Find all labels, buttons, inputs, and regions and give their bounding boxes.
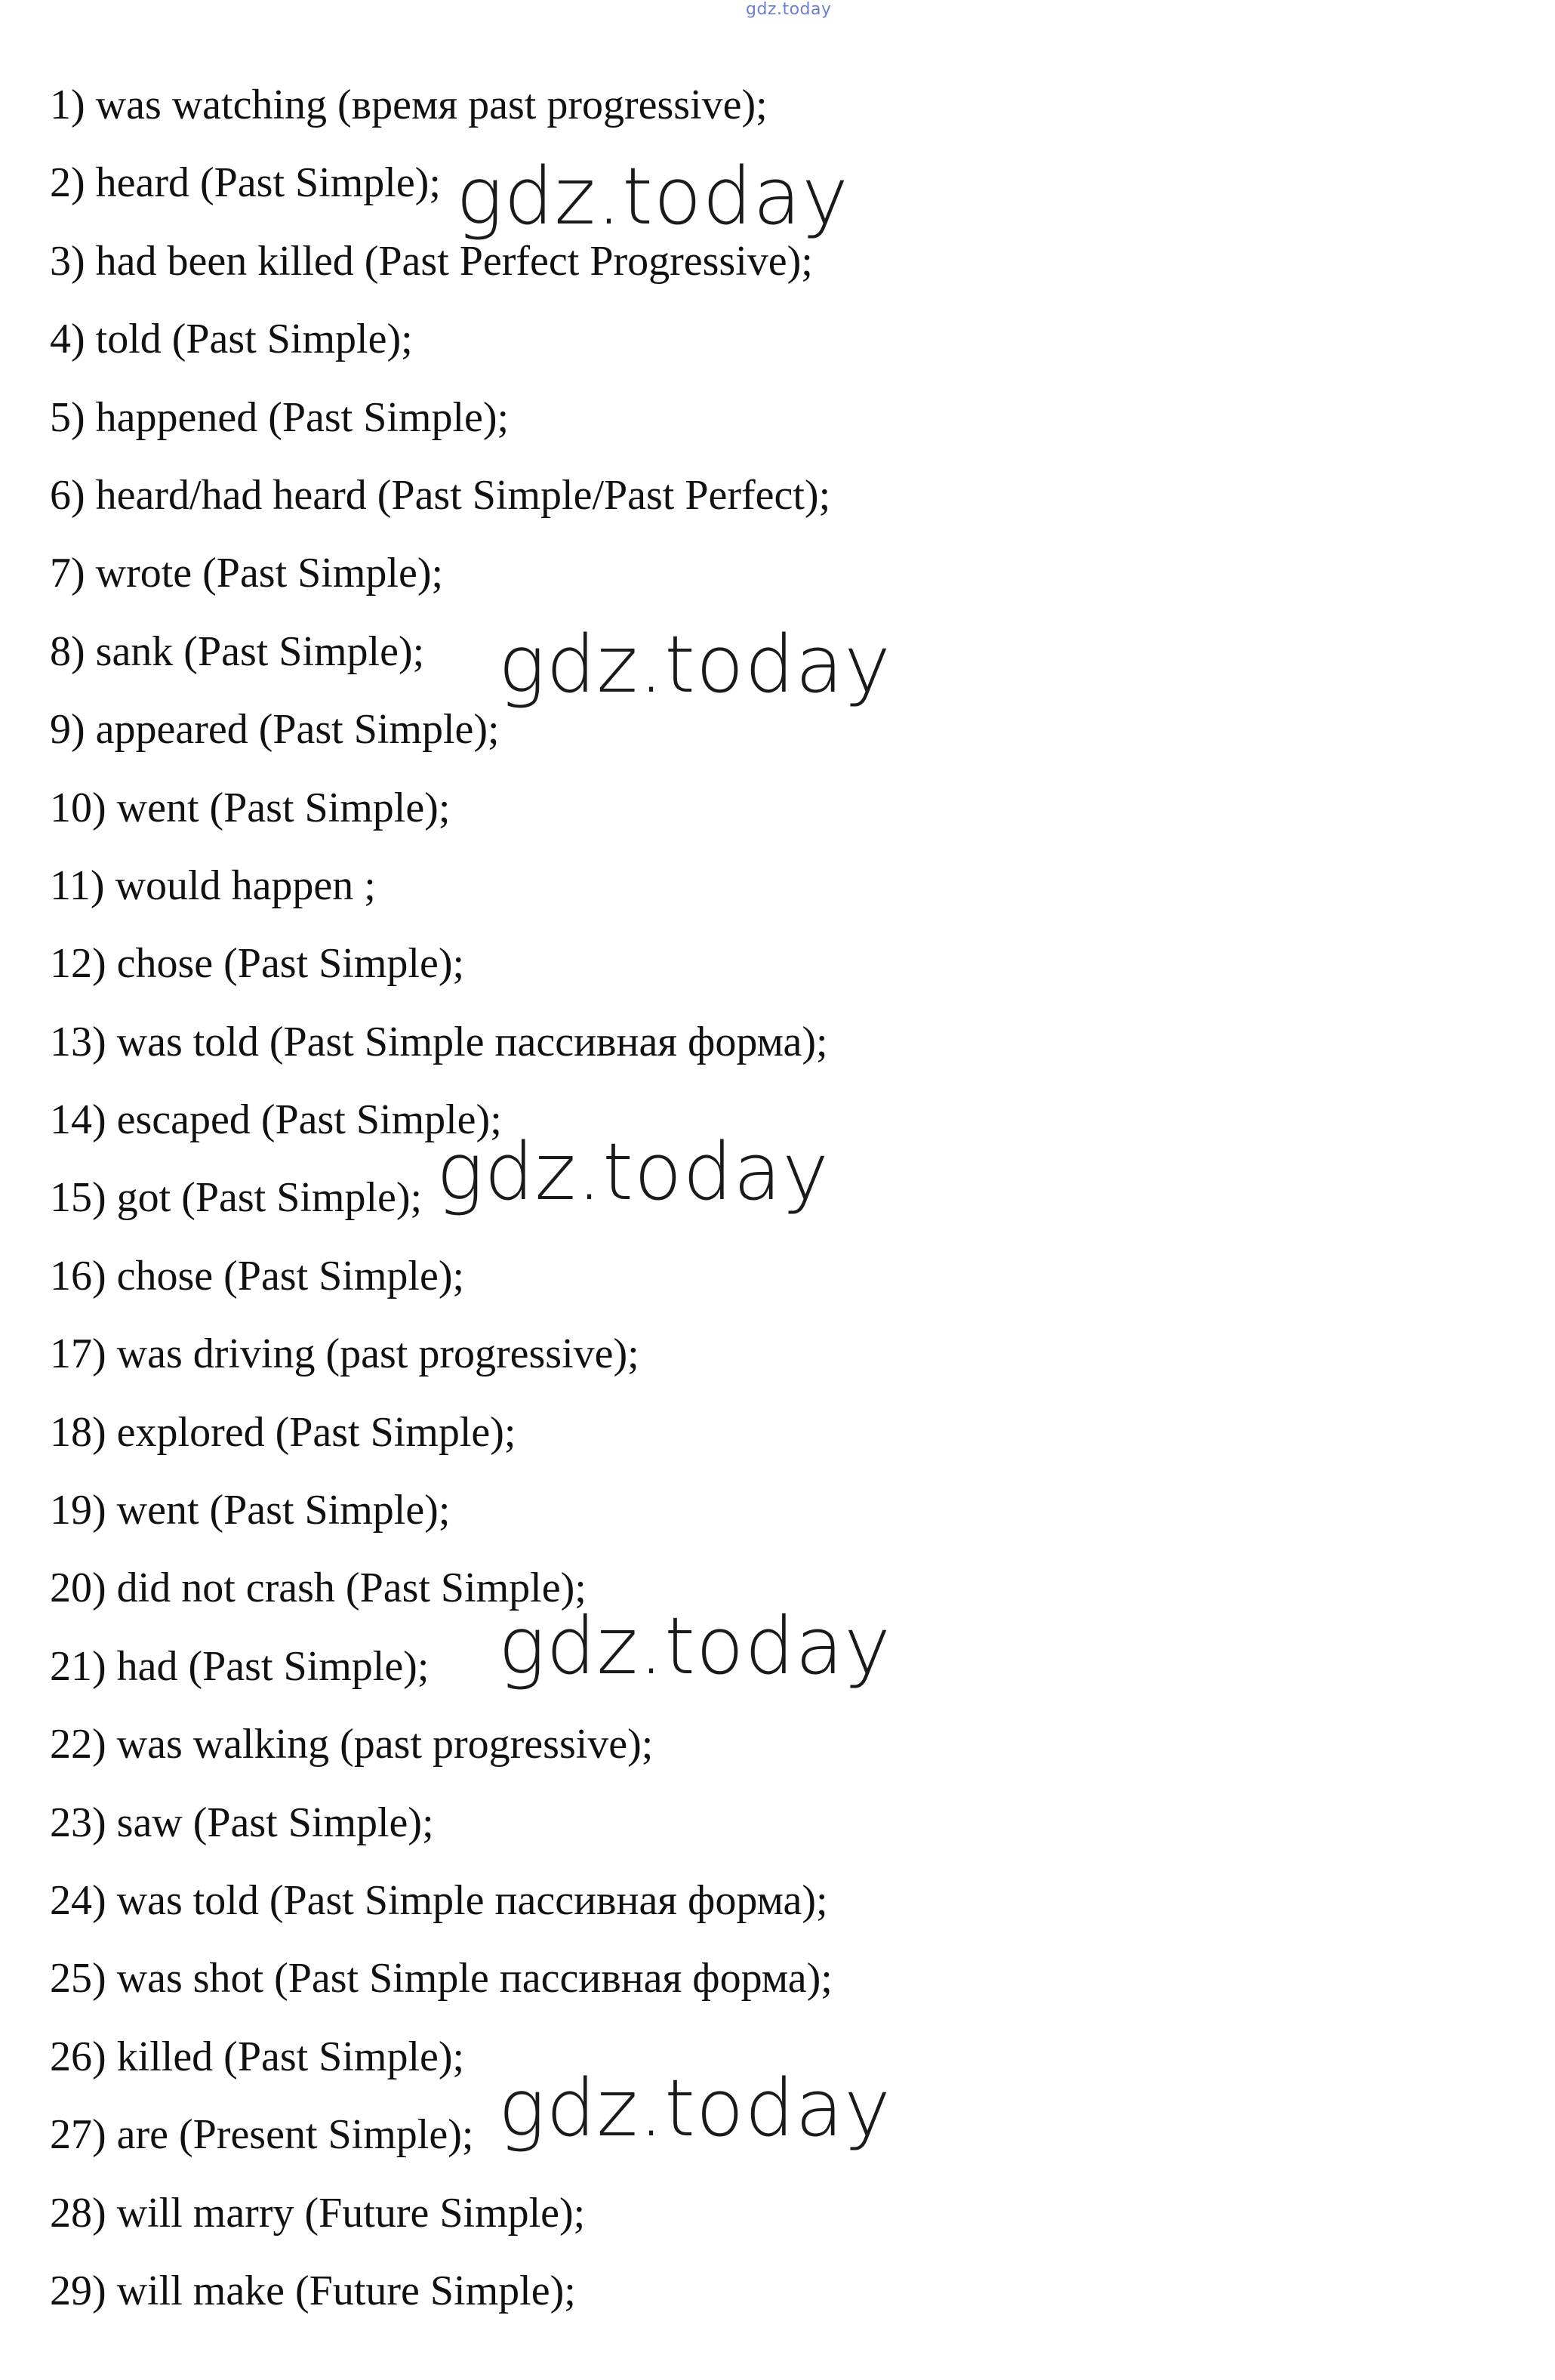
answer-line-11: 11) would happen ; — [50, 862, 376, 909]
answer-line-26: 26) killed (Past Simple); — [50, 2033, 465, 2080]
answer-line-29: 29) will make (Future Simple); — [50, 2267, 576, 2314]
answer-line-10: 10) went (Past Simple); — [50, 784, 451, 831]
watermark-5: gdz.today — [498, 2062, 891, 2154]
answer-line-27: 27) are (Present Simple); — [50, 2111, 474, 2159]
answer-line-20: 20) did not crash (Past Simple); — [50, 1565, 587, 1612]
answer-line-13: 13) was told (Past Simple пассивная форма); — [50, 1018, 828, 1065]
answer-line-9: 9) appeared (Past Simple); — [50, 706, 500, 754]
watermark-1: gdz.today — [456, 150, 849, 242]
answer-line-3: 3) had been killed (Past Perfect Progressive); — [50, 237, 813, 285]
answer-line-5: 5) happened (Past Simple); — [50, 393, 510, 441]
answer-line-2: 2) heard (Past Simple); — [50, 159, 441, 207]
watermark-4: gdz.today — [498, 1600, 891, 1692]
answer-line-21: 21) had (Past Simple); — [50, 1642, 430, 1690]
answer-line-18: 18) explored (Past Simple); — [50, 1408, 516, 1456]
answer-line-1: 1) was watching (время past progressive); — [50, 82, 768, 128]
answer-line-23: 23) saw (Past Simple); — [50, 1799, 434, 1846]
answer-line-14: 14) escaped (Past Simple); — [50, 1096, 502, 1144]
answer-line-24: 24) was told (Past Simple пассивная форма); — [50, 1876, 828, 1924]
answer-line-19: 19) went (Past Simple); — [50, 1487, 451, 1534]
answer-line-16: 16) chose (Past Simple); — [50, 1252, 465, 1299]
answer-line-6: 6) heard/had heard (Past Simple/Past Perfect); — [50, 471, 831, 519]
watermark-2: gdz.today — [498, 618, 891, 711]
answer-line-28: 28) will marry (Future Simple); — [50, 2189, 586, 2237]
answer-line-8: 8) sank (Past Simple); — [50, 627, 425, 675]
header-watermark: gdz.today — [746, 0, 832, 19]
answer-line-25: 25) was shot (Past Simple пассивная форма); — [50, 1955, 833, 2002]
answer-line-15: 15) got (Past Simple); — [50, 1174, 423, 1222]
answer-line-4: 4) told (Past Simple); — [50, 316, 413, 363]
answer-line-12: 12) chose (Past Simple); — [50, 940, 465, 988]
watermark-3: gdz.today — [436, 1126, 830, 1218]
answer-line-22: 22) was walking (past progressive); — [50, 1721, 654, 1768]
answer-line-17: 17) was driving (past progressive); — [50, 1330, 639, 1378]
answer-line-7: 7) wrote (Past Simple); — [50, 550, 444, 597]
